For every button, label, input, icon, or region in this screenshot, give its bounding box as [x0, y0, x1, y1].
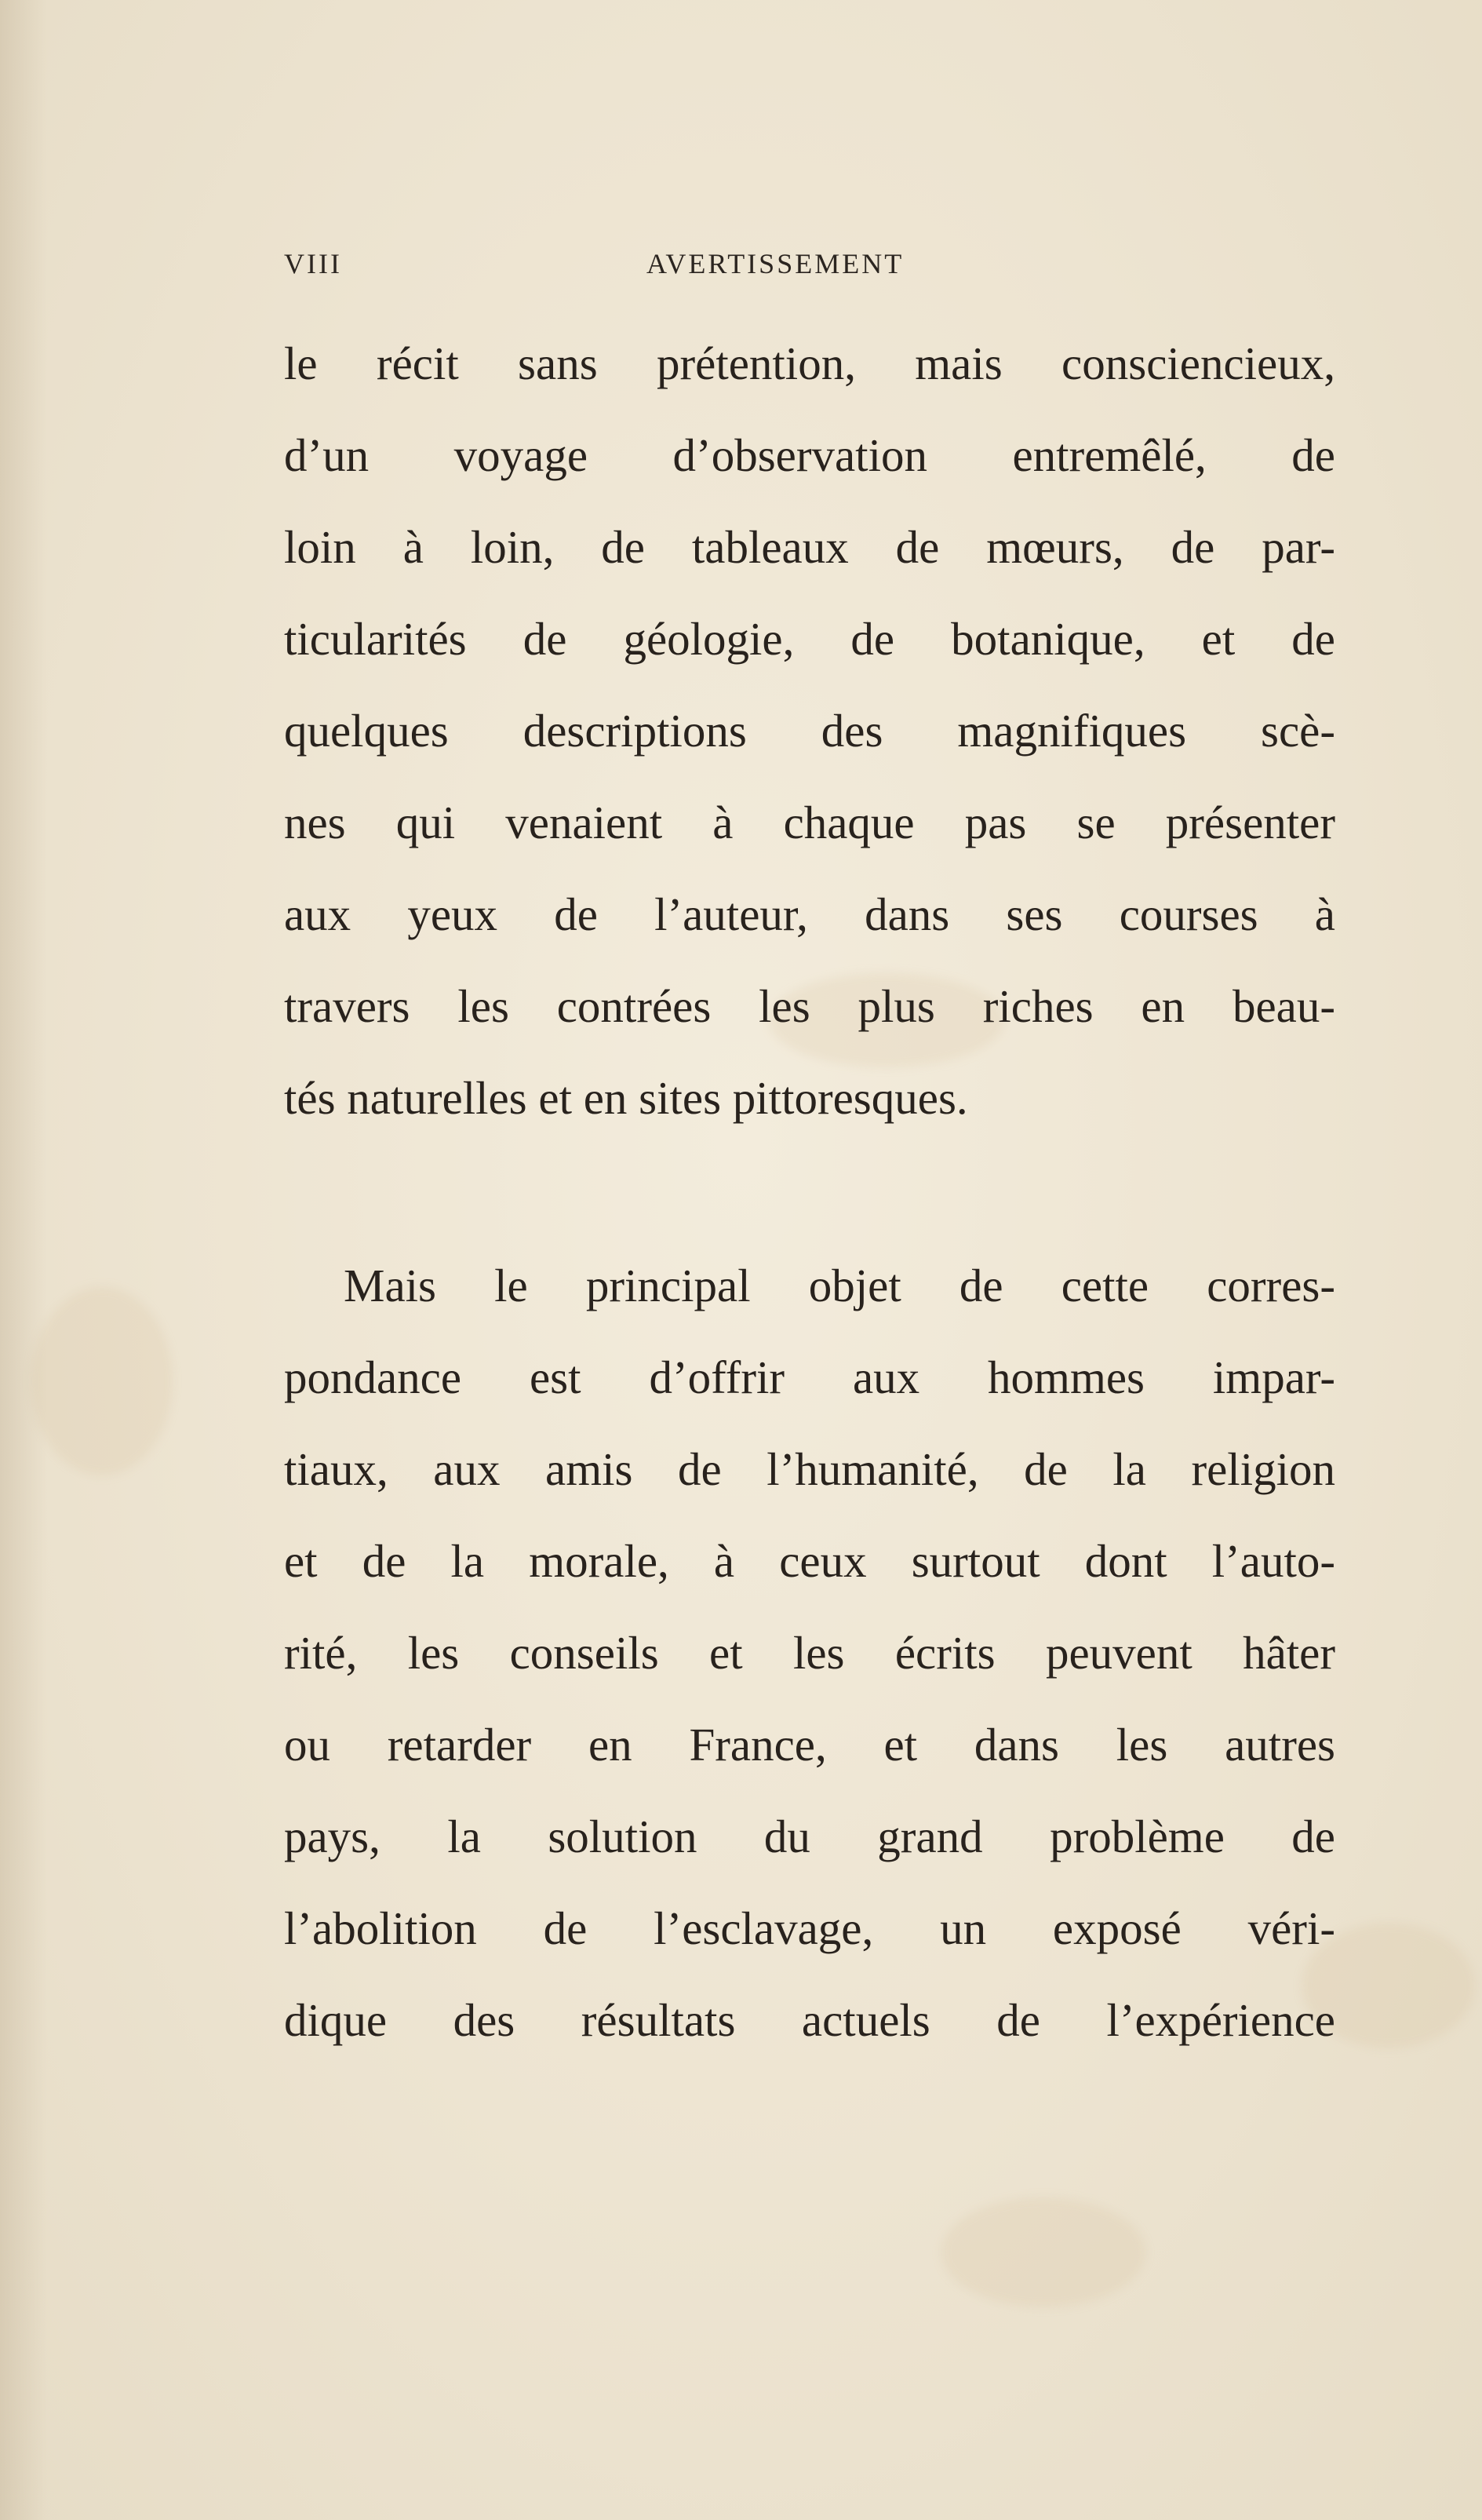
text-line: d’un voyage d’observation entremêlé, de	[284, 429, 1335, 481]
text-line: rité, les conseils et les écrits peuvent hâter	[284, 1627, 1335, 1679]
text-line: travers les contrées les plus riches en beau-	[284, 980, 1335, 1032]
text-line: nes qui venaient à chaque pas se présenter	[284, 797, 1335, 848]
text-line: pondance est d’offrir aux hommes impar-	[284, 1351, 1335, 1403]
text-line: Mais le principal objet de cette corres-	[344, 1260, 1335, 1311]
text-line: ticularités de géologie, de botanique, et de	[284, 613, 1335, 665]
text-line: ou retarder en France, et dans les autres	[284, 1719, 1335, 1771]
text-line: le récit sans prétention, mais consciencieux,	[284, 337, 1335, 389]
text-line: quelques descriptions des magnifiques scè-	[284, 705, 1335, 757]
paragraph	[284, 318, 1335, 1144]
page-edge-shadow	[0, 0, 47, 2520]
text-line: loin à loin, de tableaux de mœurs, de par-	[284, 521, 1335, 573]
text-line: pays, la solution du grand problème de	[284, 1811, 1335, 1862]
paper-stain	[31, 1287, 173, 1475]
page-header	[284, 247, 1335, 286]
text-line: tés naturelles et en sites pittoresques.	[284, 1072, 968, 1124]
paragraph	[284, 1240, 1335, 2066]
paper-stain	[941, 2197, 1145, 2307]
text-line: l’abolition de l’esclavage, un exposé véri-	[284, 1902, 1335, 1954]
text-line: dique des résultats actuels de l’expérience	[284, 1994, 1335, 2046]
text-line: aux yeux de l’auteur, dans ses courses à	[284, 888, 1335, 940]
page-number: VIII	[284, 248, 342, 279]
running-head: AVERTISSEMENT	[646, 248, 905, 279]
text-line: et de la morale, à ceux surtout dont l’auto-	[284, 1535, 1335, 1587]
text-line: tiaux, aux amis de l’humanité, de la religion	[284, 1443, 1335, 1495]
